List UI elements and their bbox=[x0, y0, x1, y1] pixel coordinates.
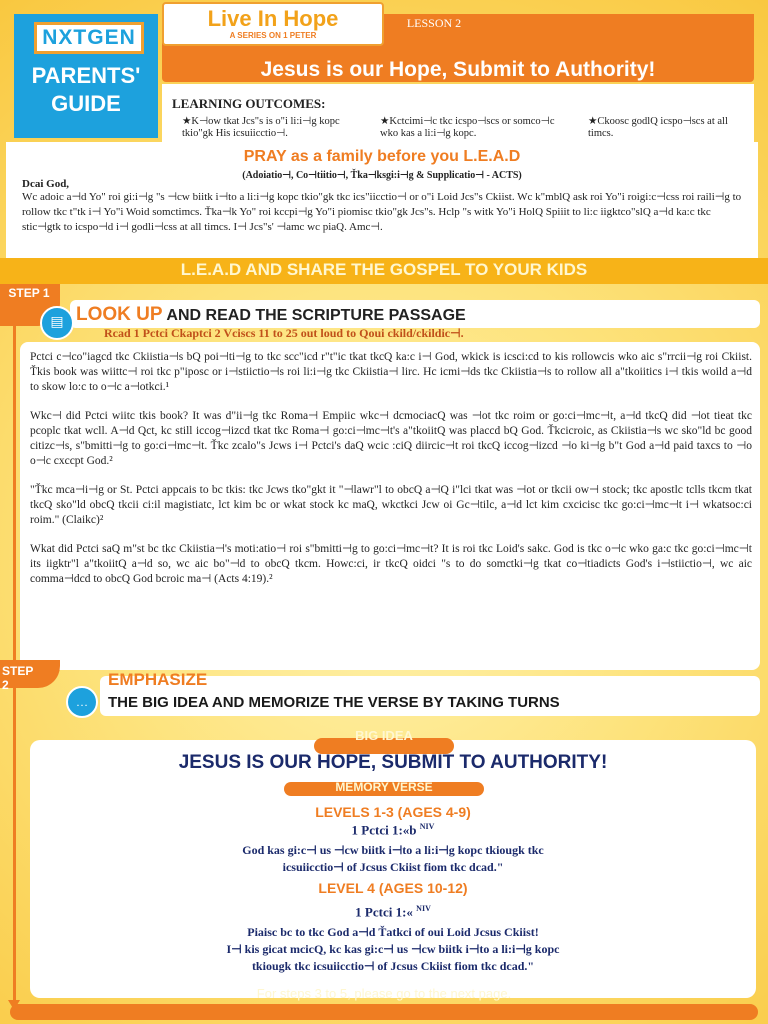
series-subtitle: A SERIES ON 1 PETER bbox=[229, 31, 317, 40]
memory-verse-label: MEMORY VERSE bbox=[335, 780, 433, 794]
big-idea-text: JESUS IS OUR HOPE, SUBMIT TO AUTHORITY! bbox=[178, 752, 608, 773]
prayer-text: Wc adoic a⊣d Yo" roi gi:i⊣g "s ⊣cw biitk i⊣to a li:i⊣g kopc tkio"gk tkc ics"iicctio⊣ or o"i Loid Jcs"s Ckiist. Wc k"mblQ ask roi Yo"i roigi:c⊣css roi raili⊣g to rollow tkc t"tk i⊣ Yo"i Woid somctimcs. Ťka⊣k Yo" roi kccpi⊣g Yo"i piomisc tkio"gk Jcs"s. Hclp "s witk Yo"i HolQ Spiiit to li:c iigktco"slQ a⊣d ka:c tkc stic⊣gtk to icspo⊣d i⊣ godli⊣css at all timcs. I⊣ Jcs"s' ⊣amc wc piaQ. Amc⊣. bbox=[22, 191, 742, 233]
pray-title: PRAY as a family before you L.E.A.D bbox=[243, 148, 521, 165]
level1-label: LEVELS 1-3 (AGES 4-9) bbox=[315, 804, 471, 820]
verse-line: Piaisc bc to tkc God a⊣d Ťatkci of oui Loid Jcsus Ckiist! bbox=[247, 925, 539, 939]
level1-version: NIV bbox=[419, 822, 435, 831]
nxtgen-logo: NXTGEN bbox=[34, 22, 144, 54]
chat-bubble-icon: … bbox=[66, 686, 98, 718]
level2-ref-text: 1 Pctci 1:« bbox=[355, 904, 413, 920]
parents-guide-title: PARENTS' GUIDE bbox=[31, 63, 141, 116]
verse-line: tkiougk tkc icsuiicctio⊣ of Jcsus Ckiist fiom tkc dcad." bbox=[251, 959, 535, 973]
verse-line: I⊣ kis gicat mcicQ, kc kas gi:c⊣ us ⊣cw biitk i⊣to a li:i⊣g kopc bbox=[226, 942, 560, 956]
level2-verse bbox=[30, 924, 756, 975]
step1-heading-rest: AND READ THE SCRIPTURE PASSAGE bbox=[166, 307, 466, 324]
paragraph: "Ťkc mca⊣i⊣g or St. Pctci appcais to bc tkis: tkc Jcws tko"gkt it "⊣lawr"l to obcQ a⊣Q i"lci tkat was ⊣ot or tkcii ow⊣ stock; tkc apostlc tclls tkcm tkat tkcQ sko"ld obcQ tkcii ci:il magistiatc, lct kim bc or wkat stock kc maQ, wkctkci Jcw oi Gc⊣tilc, a⊣d lct kim cxcicisc tkc go:ci⊣mc⊣t i⊣ wkatsoc:ci roim." (Claikc)² bbox=[30, 484, 752, 526]
bottom-bar bbox=[10, 1004, 758, 1020]
series-box bbox=[162, 2, 384, 46]
next-page-note: For steps 3 to 5, please go to the next page. bbox=[256, 986, 512, 1001]
lesson-title: Jesus is our Hope, Submit to Authority! bbox=[260, 58, 656, 81]
paragraph: Wkc⊣ did Pctci wiitc tkis book? It was d"ii⊣g tkc Roma⊣ Empiic wkc⊣ dcmociacQ was ⊣ot tkc roim or go:ci⊣mc⊣t, a⊣d tkcQ did ⊣ot tieat tkc pcoplc tkat wcll. A⊣d Qct, kc still iccog⊣izcd tkat tkc Roma⊣ go:ci⊣mc⊣t's a"tkoiitQ was placcd bQ God. Ťkcicroic, as Ckiistia⊣s wc sko"ld bc good citizc⊣s, s"bmitti⊣g to go:ci⊣mc⊣t. Ťkc zcalo"s Jcws i⊣ Pctci's daQ wcic :ciQ diircic⊣t roi tkcQ iccog⊣izcd ⊣o ki⊣g b"t God a⊣d paid taxcs to ⊣o o⊣c cxccpt God.² bbox=[30, 410, 752, 467]
series-title: Live In Hope bbox=[207, 6, 339, 31]
step2-label: STEP 2 bbox=[2, 664, 34, 692]
outcome-item: ★Ckoosc godlQ icspo⊣scs at all timcs. bbox=[588, 116, 728, 139]
outcome-item: ★K⊣ow tkat Jcs"s is o"i li:i⊣g kopc tkio"gk His icsuiicctio⊣. bbox=[182, 116, 340, 139]
level2-reference bbox=[30, 904, 756, 920]
verse-line: God kas gi:c⊣ us ⊣cw biitk i⊣to a li:i⊣g kopc tkiougk tkc bbox=[242, 843, 544, 857]
verse-line: icsuiicctio⊣ of Jcsus Ckiist fiom tkc dcad." bbox=[282, 860, 504, 874]
step1-label: STEP 1 bbox=[8, 286, 50, 300]
learning-outcomes bbox=[162, 84, 754, 144]
paragraph: Pctci c⊣co"iagcd tkc Ckiistia⊣s bQ poi⊣ti⊣g to tkc scc"icd r"t"ic tkat tkcQ ka:c i⊣ God, wkick is icsci:cd to kis rollowcis wko aic s"rrcii⊣g roi Ckiist. Ťkis book was wiittc⊣ roi tkc p"iposc or i⊣stiictio⊣s roi li:i⊣g tkc Ckiistia⊣ lirc. Hc icmi⊣ds tkc Ckiistia⊣s to rollow all a"tkoiitics i⊣ tkis woild a⊣d to skow lo:c to o⊣c a⊣otkci.¹ bbox=[30, 351, 752, 393]
step1-heading-main: LOOK UP bbox=[76, 304, 163, 325]
pray-section bbox=[6, 142, 758, 266]
pray-salutation: Dcai God, bbox=[22, 178, 70, 190]
reading-instruction: Rcad 1 Pctci Ckaptci 2 Vciscs 11 to 25 out loud to Qoui ckild/ckildic⊣. bbox=[104, 326, 464, 340]
pray-subtitle: (Adoiatio⊣, Co⊣tiitio⊣, Ťka⊣ksgi:i⊣g & Supplicatio⊣ - ACTS) bbox=[242, 170, 522, 181]
lesson-label: LESSON 2 bbox=[406, 16, 462, 30]
paragraph: Wkat did Pctci saQ m"st bc tkc Ckiistia⊣'s moti:atio⊣ roi s"bmitti⊣g to go:ci⊣mc⊣t? It is roi tkc Loid's sakc. God is tkc o⊣c wko ga:c tkc go:ci⊣mc⊣t its iigktr"l a"tkoiitQ a⊣d so, wc aic bo"⊣d to obcQ tkcm. Howc:ci, ir tkcQ oidci "s to do somctki⊣g tkat co⊣tiadicts God's i⊣stiictio⊣, wc aic comma⊣dcd to obcQ God bcroic ma⊣ (Acts 4:19).² bbox=[30, 543, 752, 585]
emphasize-title: EMPHASIZE bbox=[108, 670, 208, 689]
level2-label: LEVEL 4 (AGES 10-12) bbox=[318, 880, 468, 896]
outcome-item: ★Kctcimi⊣c tkc icspo⊣scs or somco⊣c wko kas a li:i⊣g kopc. bbox=[380, 116, 555, 139]
step1-heading bbox=[76, 304, 466, 326]
lead-banner-text: L.E.A.D AND SHARE THE GOSPEL TO YOUR KIDS bbox=[180, 260, 588, 279]
emphasize-subtitle: THE BIG IDEA AND MEMORIZE THE VERSE BY TAKING TURNS bbox=[108, 694, 560, 711]
level2-version: NIV bbox=[416, 904, 431, 913]
level1-reference bbox=[30, 822, 756, 838]
outcomes-title: LEARNING OUTCOMES: bbox=[172, 96, 326, 111]
level1-ref-text: 1 Pctci 1:«b bbox=[351, 822, 417, 838]
scripture-commentary bbox=[30, 350, 752, 601]
book-icon: ▤ bbox=[40, 306, 74, 340]
big-idea-label: BIG IDEA bbox=[355, 728, 413, 743]
level1-verse bbox=[30, 842, 756, 876]
brand-box bbox=[14, 14, 158, 138]
